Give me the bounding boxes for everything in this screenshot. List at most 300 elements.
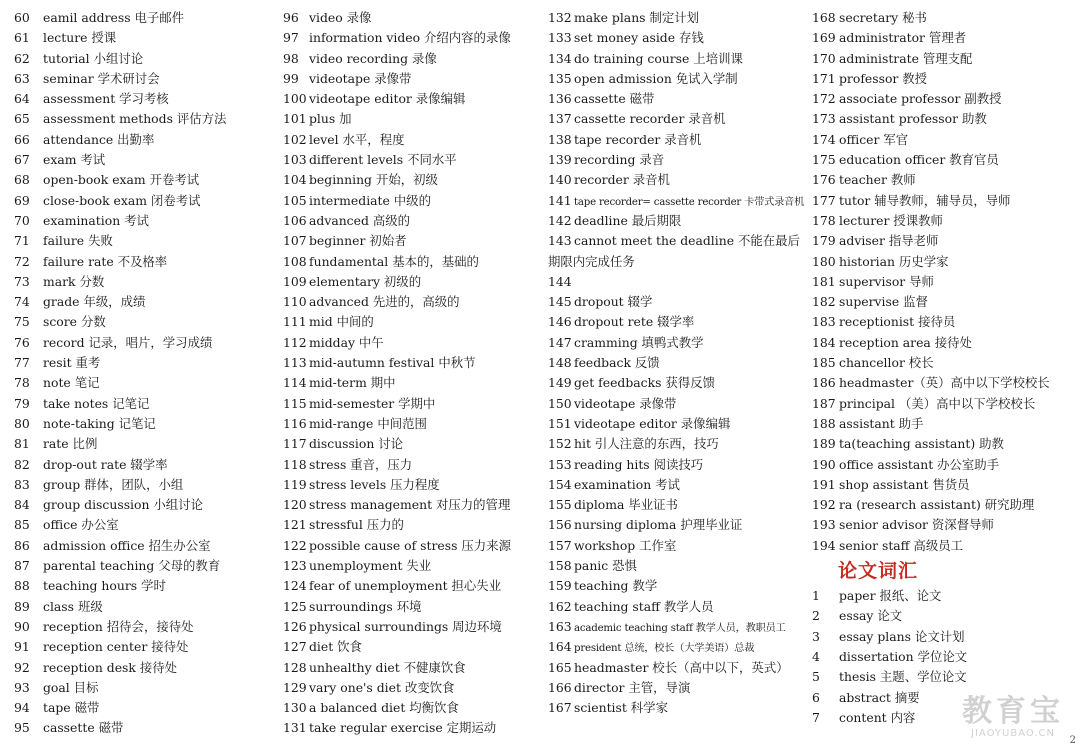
entry-text: vary one's diet 改变饮食 xyxy=(309,679,455,695)
entry-text: close-book exam 闭卷考试 xyxy=(43,192,201,208)
entry-text: mid 中间的 xyxy=(309,314,374,330)
vocab-entry xyxy=(812,211,1074,231)
entry-text: possible cause of stress 压力来源 xyxy=(309,537,511,553)
entry-text: recording 录音 xyxy=(574,152,665,168)
entry-number: 84 xyxy=(14,497,30,513)
entry-text: lecturer 授课教师 xyxy=(839,212,943,228)
entry-number: 159 xyxy=(548,578,572,594)
entry-number: 61 xyxy=(14,30,30,46)
entry-text: supervisor 导师 xyxy=(839,273,934,289)
entry-text: videotape 录像带 xyxy=(309,70,412,86)
entry-number: 76 xyxy=(14,334,30,350)
vocab-entry xyxy=(14,312,276,332)
vocab-entry xyxy=(14,678,276,698)
entry-number: 85 xyxy=(14,517,30,533)
entry-number: 70 xyxy=(14,212,30,228)
entry-text: discussion 讨论 xyxy=(309,436,404,452)
vocab-entry xyxy=(548,637,808,657)
entry-text: teaching staff 教学人员 xyxy=(574,598,714,614)
entry-number: 187 xyxy=(812,395,836,411)
vocab-entry xyxy=(548,495,808,515)
entry-number: 89 xyxy=(14,598,30,614)
entry-text: stress levels 压力程度 xyxy=(309,476,440,492)
entry-number: 132 xyxy=(548,10,572,25)
vocab-entry xyxy=(283,597,545,617)
vocab-entry xyxy=(812,8,1074,28)
entry-text: note-taking 记笔记 xyxy=(43,415,156,431)
entry-number: 103 xyxy=(283,152,307,168)
vocab-entry xyxy=(283,211,545,231)
vocab-entry xyxy=(14,231,276,251)
entry-number: 151 xyxy=(548,415,572,431)
entry-number: 138 xyxy=(548,131,572,147)
entry-text: office assistant 办公室助手 xyxy=(839,456,1000,472)
entry-text: stress management 对压力的管理 xyxy=(309,497,511,513)
vocab-entry xyxy=(548,617,808,637)
vocab-entry xyxy=(283,678,545,698)
vocab-entry xyxy=(14,252,276,272)
entry-text: examination 考试 xyxy=(43,212,149,228)
vocab-entry xyxy=(812,667,1074,687)
vocab-entry xyxy=(283,576,545,596)
entry-number: 116 xyxy=(283,415,307,431)
entry-text: eamil address 电子邮件 xyxy=(43,10,185,25)
entry-number: 63 xyxy=(14,70,30,86)
entry-text: cassette recorder 录音机 xyxy=(574,111,726,127)
vocab-entry xyxy=(283,637,545,657)
entry-text: grade 年级，成绩 xyxy=(43,294,146,310)
entry-text: surroundings 环境 xyxy=(309,598,422,614)
vocab-entry xyxy=(812,414,1074,434)
vocab-entry xyxy=(14,455,276,475)
vocab-entry xyxy=(283,515,545,535)
vocab-entry xyxy=(548,394,808,414)
entry-number: 82 xyxy=(14,456,30,472)
entry-text: education officer 教育官员 xyxy=(839,152,999,168)
entry-text: dropout rete 辍学率 xyxy=(574,314,695,330)
entry-number: 107 xyxy=(283,233,307,249)
entry-text: historian 历史学家 xyxy=(839,253,949,269)
entry-text: diet 饮食 xyxy=(309,639,362,655)
column-1 xyxy=(14,8,276,739)
entry-text: advanced 高级的 xyxy=(309,212,411,228)
entry-text: secretary 秘书 xyxy=(839,10,927,25)
vocab-entry xyxy=(14,576,276,596)
entry-text: score 分数 xyxy=(43,314,106,330)
entry-text: lecture 授课 xyxy=(43,30,117,46)
entry-text: video recording 录像 xyxy=(309,50,437,66)
entry-number: 173 xyxy=(812,111,836,127)
entry-text: dropout 辍学 xyxy=(574,294,653,310)
entry-text: tape recorder 录音机 xyxy=(574,131,702,147)
entry-number: 155 xyxy=(548,497,572,513)
vocab-entry xyxy=(283,414,545,434)
vocab-entry xyxy=(548,272,808,292)
vocab-entry xyxy=(14,536,276,556)
vocab-entry xyxy=(14,191,276,211)
vocab-entry xyxy=(812,49,1074,69)
vocab-entry xyxy=(548,109,808,129)
vocab-entry xyxy=(812,586,1074,606)
entry-number: 79 xyxy=(14,395,30,411)
vocab-entry xyxy=(548,658,808,678)
entry-number: 74 xyxy=(14,294,30,310)
entry-text: drop-out rate 辍学率 xyxy=(43,456,168,472)
vocab-entry xyxy=(283,252,545,272)
vocab-entry xyxy=(812,495,1074,515)
vocab-entry xyxy=(14,556,276,576)
entry-number: 175 xyxy=(812,152,836,168)
entry-text: different levels 不同水平 xyxy=(309,152,457,168)
entry-text: take notes 记笔记 xyxy=(43,395,150,411)
entry-text: tutor 辅导教师，辅导员，导师 xyxy=(839,192,1011,208)
vocab-entry xyxy=(283,8,545,28)
entry-text: director 主管，导演 xyxy=(574,679,691,695)
entry-number: 73 xyxy=(14,273,30,289)
entry-text: reception desk 接待处 xyxy=(43,659,178,675)
entry-text: level 水平，程度 xyxy=(309,131,405,147)
vocab-entry xyxy=(14,353,276,373)
vocab-entry xyxy=(14,49,276,69)
vocab-entry xyxy=(548,333,808,353)
vocab-entry xyxy=(812,109,1074,129)
entry-number: 109 xyxy=(283,273,307,289)
vocab-entry xyxy=(812,272,1074,292)
entry-number: 97 xyxy=(283,30,299,46)
vocab-entry xyxy=(283,617,545,637)
entry-number: 81 xyxy=(14,436,30,452)
vocab-entry xyxy=(283,312,545,332)
entry-number: 169 xyxy=(812,30,836,46)
entry-text: group 群体，团队，小组 xyxy=(43,476,184,492)
vocab-entry xyxy=(283,718,545,738)
entry-number: 93 xyxy=(14,679,30,695)
entry-number: 122 xyxy=(283,537,307,553)
entry-text: academic teaching staff 教学人员，教职员工 xyxy=(574,622,786,634)
entry-number: 125 xyxy=(283,598,307,614)
vocab-entry xyxy=(812,434,1074,454)
entry-number: 136 xyxy=(548,91,572,107)
entry-text: rate 比例 xyxy=(43,436,98,452)
entry-number: 179 xyxy=(812,233,836,249)
vocab-entry xyxy=(548,475,808,495)
entry-number: 112 xyxy=(283,334,307,350)
entry-text: get feedbacks 获得反馈 xyxy=(574,375,715,391)
entry-number: 98 xyxy=(283,50,299,66)
entry-text: ra (research assistant) 研究助理 xyxy=(839,497,1035,513)
entry-text: goal 目标 xyxy=(43,679,99,695)
vocab-entry xyxy=(548,150,808,170)
entry-text: mid-autumn festival 中秋节 xyxy=(309,355,476,371)
entry-text: videotape editor 录像编辑 xyxy=(309,91,466,107)
entry-number: 87 xyxy=(14,558,30,574)
vocab-entry xyxy=(14,150,276,170)
entry-number: 181 xyxy=(812,273,836,289)
entry-text: group discussion 小组讨论 xyxy=(43,497,203,513)
section-title: 论文词汇 xyxy=(838,560,919,583)
entry-number: 193 xyxy=(812,517,836,533)
vocab-entry xyxy=(14,495,276,515)
entry-number: 114 xyxy=(283,375,307,391)
entry-text: shop assistant 售货员 xyxy=(839,476,970,492)
entry-text: cannot meet the deadline 不能在最后期限内完成任务 xyxy=(548,233,800,269)
entry-number: 186 xyxy=(812,375,836,391)
vocab-entry xyxy=(14,515,276,535)
entry-number: 174 xyxy=(812,131,836,147)
entry-number: 145 xyxy=(548,294,572,310)
entry-number: 86 xyxy=(14,537,30,553)
entry-number: 3 xyxy=(812,628,820,644)
entry-text: teacher 教师 xyxy=(839,172,916,188)
entry-number: 118 xyxy=(283,456,307,472)
entry-text: failure rate 不及格率 xyxy=(43,253,168,269)
entry-number: 191 xyxy=(812,476,836,492)
entry-text: dissertation 学位论文 xyxy=(839,648,968,664)
vocab-entry xyxy=(812,312,1074,332)
entry-number: 167 xyxy=(548,700,572,716)
vocab-entry xyxy=(14,130,276,150)
vocab-entry xyxy=(812,394,1074,414)
entry-text: take regular exercise 定期运动 xyxy=(309,720,497,736)
vocab-entry xyxy=(283,150,545,170)
entry-number: 188 xyxy=(812,415,836,431)
entry-number: 80 xyxy=(14,415,30,431)
entry-text: examination 考试 xyxy=(574,476,680,492)
entry-text: tape 磁带 xyxy=(43,700,100,716)
entry-number: 106 xyxy=(283,212,307,228)
entry-number: 180 xyxy=(812,253,836,269)
entry-number: 184 xyxy=(812,334,836,350)
entry-text: class 班级 xyxy=(43,598,103,614)
vocab-entry xyxy=(14,434,276,454)
entry-text: headmaster 校长（高中以下，英式） xyxy=(574,659,789,675)
vocab-entry xyxy=(548,312,808,332)
entry-number: 127 xyxy=(283,639,307,655)
entry-number: 108 xyxy=(283,253,307,269)
vocab-entry xyxy=(548,373,808,393)
entry-text: assessment methods 评估方法 xyxy=(43,111,227,127)
entry-text: nursing diploma 护理毕业证 xyxy=(574,517,743,533)
watermark-url: JIAOYUBAO.CN xyxy=(971,728,1055,739)
entry-text: administrate 管理支配 xyxy=(839,50,973,66)
entry-number: 158 xyxy=(548,558,572,574)
entry-text: physical surroundings 周边环境 xyxy=(309,618,502,634)
entry-number: 104 xyxy=(283,172,307,188)
vocab-entry xyxy=(548,292,808,312)
entry-number: 192 xyxy=(812,497,836,513)
vocab-entry xyxy=(283,69,545,89)
entry-text: open-book exam 开卷考试 xyxy=(43,172,200,188)
vocab-entry xyxy=(548,353,808,373)
entry-text: professor 教授 xyxy=(839,70,928,86)
entry-number: 133 xyxy=(548,30,572,46)
entry-text: make plans 制定计划 xyxy=(574,10,700,25)
entry-text: headmaster（英）高中以下学校校长 xyxy=(839,375,1050,391)
vocab-entry xyxy=(812,515,1074,535)
vocab-entry xyxy=(14,698,276,718)
entry-text: assistant professor 助教 xyxy=(839,111,987,127)
vocab-entry xyxy=(14,109,276,129)
entry-number: 144 xyxy=(548,273,572,289)
entry-text: beginner 初始者 xyxy=(309,233,407,249)
entry-text: reading hits 阅读技巧 xyxy=(574,456,704,472)
entry-text: a balanced diet 均衡饮食 xyxy=(309,700,459,716)
column-3 xyxy=(548,8,808,718)
entry-number: 123 xyxy=(283,558,307,574)
entry-number: 140 xyxy=(548,172,572,188)
entry-text: reception area 接待处 xyxy=(839,334,972,350)
vocab-entry xyxy=(283,658,545,678)
vocab-entry xyxy=(548,597,808,617)
vocab-entry xyxy=(283,394,545,414)
vocab-entry xyxy=(548,455,808,475)
vocab-entry xyxy=(14,637,276,657)
vocab-entry xyxy=(812,292,1074,312)
entry-number: 126 xyxy=(283,618,307,634)
vocab-entry xyxy=(283,455,545,475)
entry-number: 154 xyxy=(548,476,572,492)
vocab-entry xyxy=(283,49,545,69)
entry-number: 6 xyxy=(812,689,820,705)
entry-number: 156 xyxy=(548,517,572,533)
entry-text: cassette 磁带 xyxy=(574,91,655,107)
entry-number: 99 xyxy=(283,70,299,86)
vocab-entry xyxy=(283,28,545,48)
entry-number: 163 xyxy=(548,618,572,634)
entry-number: 157 xyxy=(548,537,572,553)
entry-text: tape recorder= cassette recorder 卡带式录音机 xyxy=(574,196,805,208)
vocab-entry xyxy=(14,394,276,414)
entry-text: plus 加 xyxy=(309,111,352,127)
entry-number: 72 xyxy=(14,253,30,269)
vocab-entry xyxy=(812,536,1074,556)
entry-number: 83 xyxy=(14,476,30,492)
entry-text: teaching 教学 xyxy=(574,578,658,594)
entry-text: scientist 科学家 xyxy=(574,700,668,716)
entry-text: resit 重考 xyxy=(43,355,101,371)
entry-text: information video 介绍内容的录像 xyxy=(309,30,511,46)
entry-text: do training course 上培训课 xyxy=(574,50,743,66)
vocab-entry xyxy=(548,170,808,190)
entry-text: panic 恐惧 xyxy=(574,558,637,574)
entry-text: unemployment 失业 xyxy=(309,558,432,574)
vocab-entry xyxy=(14,597,276,617)
vocab-entry xyxy=(14,373,276,393)
vocab-entry xyxy=(812,353,1074,373)
entry-number: 71 xyxy=(14,233,30,249)
vocab-entry xyxy=(812,252,1074,272)
entry-number: 95 xyxy=(14,720,30,736)
entry-number: 78 xyxy=(14,375,30,391)
column-4 xyxy=(812,8,1074,728)
entry-text: videotape editor 录像编辑 xyxy=(574,415,731,431)
entry-number: 153 xyxy=(548,456,572,472)
entry-number: 171 xyxy=(812,70,836,86)
entry-number: 189 xyxy=(812,436,836,452)
entry-number: 137 xyxy=(548,111,572,127)
vocab-entry xyxy=(283,191,545,211)
entry-number: 115 xyxy=(283,395,307,411)
entry-number: 128 xyxy=(283,659,307,675)
vocab-entry xyxy=(548,434,808,454)
entry-number: 142 xyxy=(548,212,572,228)
vocab-entry xyxy=(548,515,808,535)
entry-text: failure 失败 xyxy=(43,233,113,249)
entry-number: 110 xyxy=(283,294,307,310)
entry-text: stressful 压力的 xyxy=(309,517,404,533)
vocab-entry xyxy=(812,191,1074,211)
vocab-entry xyxy=(14,292,276,312)
vocab-entry xyxy=(812,606,1074,626)
entry-number: 139 xyxy=(548,152,572,168)
entry-number: 183 xyxy=(812,314,836,330)
vocab-entry xyxy=(548,556,808,576)
vocab-entry xyxy=(14,170,276,190)
entry-text: supervise 监督 xyxy=(839,294,928,310)
entry-number: 182 xyxy=(812,294,836,310)
vocab-entry xyxy=(14,89,276,109)
vocab-entry xyxy=(14,28,276,48)
vocab-entry xyxy=(548,414,808,434)
vocab-entry xyxy=(812,150,1074,170)
vocab-entry xyxy=(283,272,545,292)
vocab-entry xyxy=(14,69,276,89)
entry-text: record 记录，唱片，学习成绩 xyxy=(43,334,213,350)
entry-number: 101 xyxy=(283,111,307,127)
entry-number: 168 xyxy=(812,10,836,25)
entry-text: attendance 出勤率 xyxy=(43,131,155,147)
vocab-entry xyxy=(283,556,545,576)
entry-text: paper 报纸、论文 xyxy=(839,588,942,604)
vocab-entry xyxy=(812,333,1074,353)
entry-number: 165 xyxy=(548,659,572,675)
entry-text: principal （美）高中以下学校校长 xyxy=(839,395,1036,411)
vocab-entry xyxy=(283,698,545,718)
entry-number: 178 xyxy=(812,212,836,228)
vocab-entry xyxy=(548,576,808,596)
vocab-entry xyxy=(812,627,1074,647)
vocab-entry xyxy=(548,49,808,69)
entry-text: abstract 摘要 xyxy=(839,689,920,705)
entry-number: 4 xyxy=(812,648,820,664)
entry-number: 148 xyxy=(548,355,572,371)
entry-text: president 总统，校长（大学美语）总裁 xyxy=(574,643,755,655)
entry-number: 177 xyxy=(812,192,836,208)
vocab-entry xyxy=(548,130,808,150)
entry-text: mid-range 中间范围 xyxy=(309,415,427,431)
vocab-entry xyxy=(283,434,545,454)
watermark-text: 教育宝 xyxy=(962,694,1064,729)
entry-text: reception center 接待处 xyxy=(43,639,189,655)
entry-text: teaching hours 学时 xyxy=(43,578,166,594)
vocab-entry xyxy=(812,455,1074,475)
vocab-entry xyxy=(283,109,545,129)
entry-number: 64 xyxy=(14,91,30,107)
vocab-entry xyxy=(14,8,276,28)
entry-text: hit 引人注意的东西，技巧 xyxy=(574,436,719,452)
entry-text: senior staff 高级员工 xyxy=(839,537,963,553)
entry-number: 60 xyxy=(14,10,30,25)
entry-text: receptionist 接待员 xyxy=(839,314,956,330)
entry-number: 69 xyxy=(14,192,30,208)
vocab-entry xyxy=(14,617,276,637)
entry-number: 120 xyxy=(283,497,307,513)
entry-text: workshop 工作室 xyxy=(574,537,677,553)
vocab-entry xyxy=(548,28,808,48)
entry-text: mark 分数 xyxy=(43,273,105,289)
entry-number: 130 xyxy=(283,700,307,716)
vocab-entry xyxy=(14,475,276,495)
